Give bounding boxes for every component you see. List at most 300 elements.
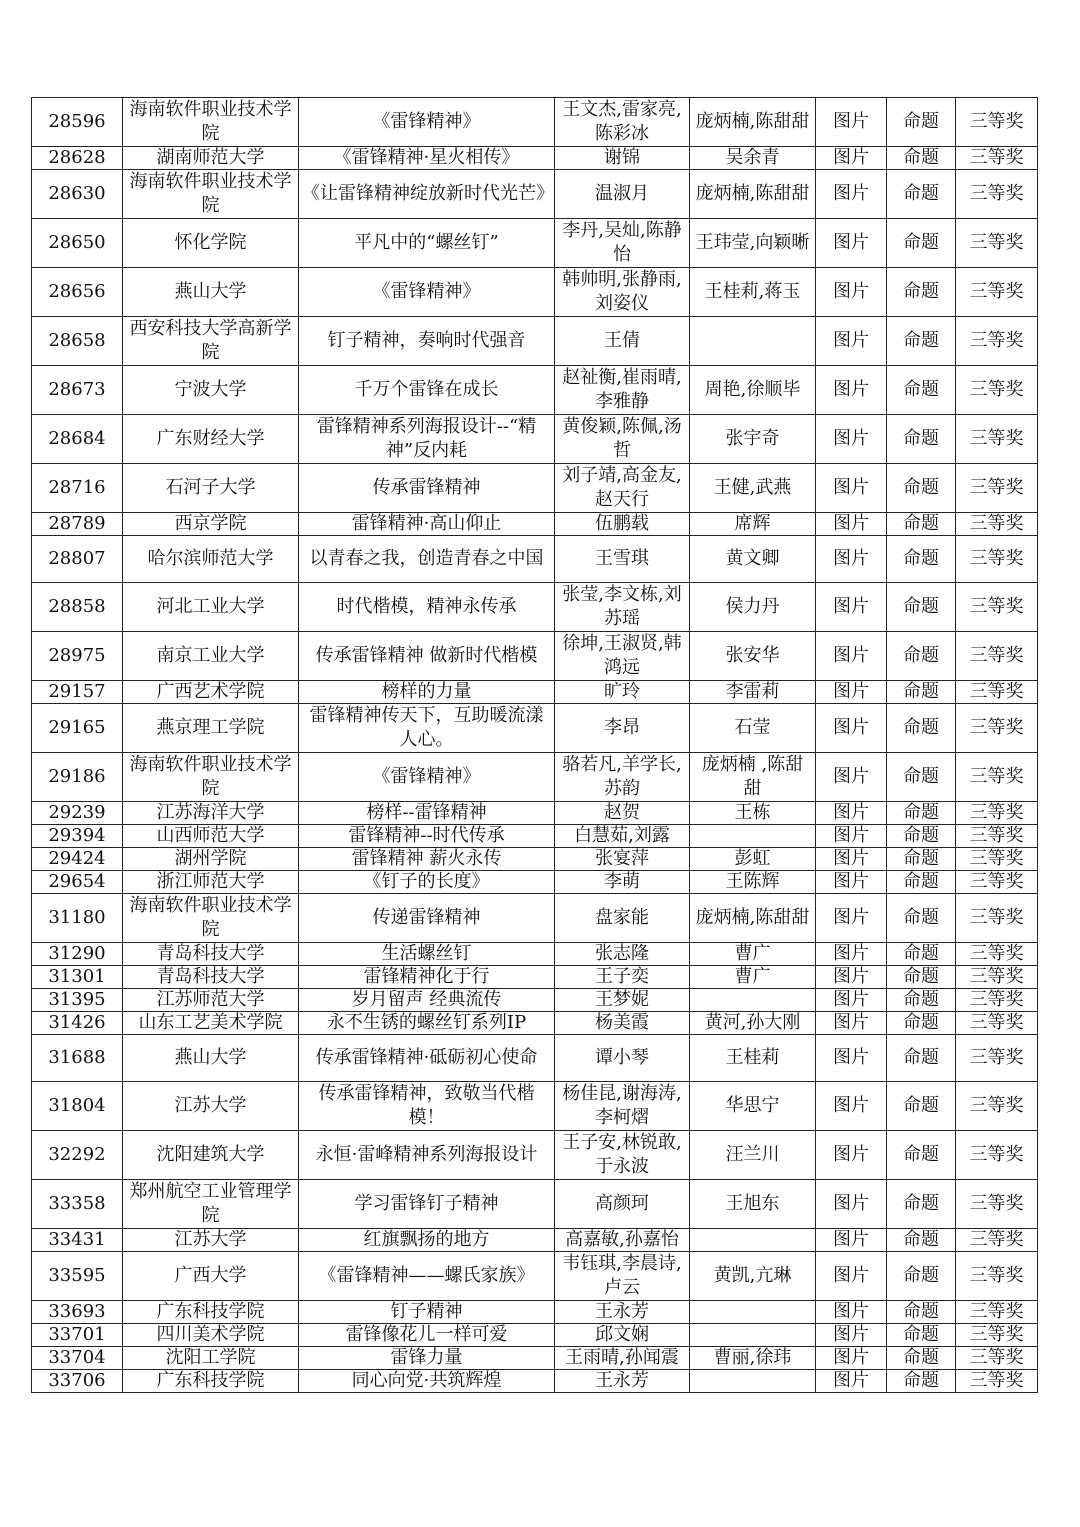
category-cell: 命题 bbox=[887, 1324, 956, 1347]
table-row bbox=[32, 1301, 1038, 1324]
advisors-cell: 张宇奇 bbox=[690, 415, 816, 464]
work-title-cell: 红旗飘扬的地方 bbox=[299, 1229, 555, 1252]
category-cell: 命题 bbox=[887, 219, 956, 268]
table-row bbox=[32, 268, 1038, 317]
award-cell: 三等奖 bbox=[956, 317, 1038, 366]
authors-cell: 张志隆 bbox=[555, 943, 690, 966]
table-row bbox=[32, 894, 1038, 943]
advisors-cell: 曹丽,徐玮 bbox=[690, 1347, 816, 1370]
work-type-cell: 图片 bbox=[816, 753, 887, 802]
authors-cell: 赵祉衡,崔雨晴,李雅静 bbox=[555, 366, 690, 415]
work-type-cell: 图片 bbox=[816, 1252, 887, 1301]
work-title-cell: 以青春之我，创造青春之中国 bbox=[299, 536, 555, 583]
work-type-cell: 图片 bbox=[816, 989, 887, 1012]
advisors-cell: 黄河,孙大刚 bbox=[690, 1012, 816, 1035]
work-type-cell: 图片 bbox=[816, 366, 887, 415]
award-table-body bbox=[32, 98, 1038, 1393]
work-type-cell: 图片 bbox=[816, 704, 887, 753]
entry-id-cell: 28789 bbox=[32, 513, 123, 536]
school-cell: 宁波大学 bbox=[123, 366, 299, 415]
work-title-cell: 《雷锋精神》 bbox=[299, 753, 555, 802]
award-cell: 三等奖 bbox=[956, 848, 1038, 871]
table-row bbox=[32, 513, 1038, 536]
advisors-cell: 黄文卿 bbox=[690, 536, 816, 583]
entry-id-cell: 33595 bbox=[32, 1252, 123, 1301]
award-cell: 三等奖 bbox=[956, 268, 1038, 317]
category-cell: 命题 bbox=[887, 1347, 956, 1370]
award-cell: 三等奖 bbox=[956, 366, 1038, 415]
work-title-cell: 同心向党·共筑辉煌 bbox=[299, 1370, 555, 1393]
entry-id-cell: 31426 bbox=[32, 1012, 123, 1035]
entry-id-cell: 33693 bbox=[32, 1301, 123, 1324]
category-cell: 命题 bbox=[887, 1035, 956, 1082]
work-title-cell: 钉子精神，奏响时代强音 bbox=[299, 317, 555, 366]
work-type-cell: 图片 bbox=[816, 415, 887, 464]
work-type-cell: 图片 bbox=[816, 802, 887, 825]
work-title-cell: 雷锋力量 bbox=[299, 1347, 555, 1370]
table-row bbox=[32, 1035, 1038, 1082]
work-title-cell: 雷锋精神 薪火永传 bbox=[299, 848, 555, 871]
authors-cell: 李昂 bbox=[555, 704, 690, 753]
entry-id-cell: 33431 bbox=[32, 1229, 123, 1252]
category-cell: 命题 bbox=[887, 513, 956, 536]
work-title-cell: 传承雷锋精神，致敬当代楷模！ bbox=[299, 1082, 555, 1131]
award-cell: 三等奖 bbox=[956, 632, 1038, 681]
award-cell: 三等奖 bbox=[956, 464, 1038, 513]
entry-id-cell: 29394 bbox=[32, 825, 123, 848]
work-type-cell: 图片 bbox=[816, 464, 887, 513]
category-cell: 命题 bbox=[887, 1131, 956, 1180]
table-row bbox=[32, 1180, 1038, 1229]
advisors-cell: 张安华 bbox=[690, 632, 816, 681]
award-cell: 三等奖 bbox=[956, 219, 1038, 268]
award-cell: 三等奖 bbox=[956, 681, 1038, 704]
award-cell: 三等奖 bbox=[956, 1252, 1038, 1301]
school-cell: 青岛科技大学 bbox=[123, 966, 299, 989]
school-cell: 青岛科技大学 bbox=[123, 943, 299, 966]
category-cell: 命题 bbox=[887, 825, 956, 848]
table-row bbox=[32, 170, 1038, 219]
work-title-cell: 学习雷锋钉子精神 bbox=[299, 1180, 555, 1229]
category-cell: 命题 bbox=[887, 1229, 956, 1252]
table-row bbox=[32, 1082, 1038, 1131]
award-cell: 三等奖 bbox=[956, 536, 1038, 583]
work-title-cell: 雷锋精神--时代传承 bbox=[299, 825, 555, 848]
advisors-cell: 汪兰川 bbox=[690, 1131, 816, 1180]
advisors-cell: 石莹 bbox=[690, 704, 816, 753]
work-type-cell: 图片 bbox=[816, 1035, 887, 1082]
category-cell: 命题 bbox=[887, 170, 956, 219]
table-row bbox=[32, 147, 1038, 170]
work-type-cell: 图片 bbox=[816, 219, 887, 268]
award-cell: 三等奖 bbox=[956, 1131, 1038, 1180]
table-row bbox=[32, 536, 1038, 583]
category-cell: 命题 bbox=[887, 989, 956, 1012]
school-cell: 湖州学院 bbox=[123, 848, 299, 871]
work-title-cell: 雷锋像花儿一样可爱 bbox=[299, 1324, 555, 1347]
entry-id-cell: 28630 bbox=[32, 170, 123, 219]
award-cell: 三等奖 bbox=[956, 825, 1038, 848]
award-table bbox=[31, 97, 1038, 1393]
award-cell: 三等奖 bbox=[956, 1035, 1038, 1082]
work-type-cell: 图片 bbox=[816, 1012, 887, 1035]
entry-id-cell: 29165 bbox=[32, 704, 123, 753]
work-title-cell: 传承雷锋精神 bbox=[299, 464, 555, 513]
advisors-cell bbox=[690, 1301, 816, 1324]
award-cell: 三等奖 bbox=[956, 1324, 1038, 1347]
entry-id-cell: 28684 bbox=[32, 415, 123, 464]
authors-cell: 王倩 bbox=[555, 317, 690, 366]
authors-cell: 张宴萍 bbox=[555, 848, 690, 871]
advisors-cell: 王桂莉 bbox=[690, 1035, 816, 1082]
authors-cell: 王永芳 bbox=[555, 1301, 690, 1324]
entry-id-cell: 28596 bbox=[32, 98, 123, 147]
advisors-cell: 彭虹 bbox=[690, 848, 816, 871]
authors-cell: 温淑月 bbox=[555, 170, 690, 219]
work-type-cell: 图片 bbox=[816, 871, 887, 894]
entry-id-cell: 31395 bbox=[32, 989, 123, 1012]
table-row bbox=[32, 989, 1038, 1012]
advisors-cell bbox=[690, 317, 816, 366]
work-title-cell: 《雷锋精神·星火相传》 bbox=[299, 147, 555, 170]
work-title-cell: 平凡中的“螺丝钉” bbox=[299, 219, 555, 268]
authors-cell: 王永芳 bbox=[555, 1370, 690, 1393]
authors-cell: 伍鹏载 bbox=[555, 513, 690, 536]
work-title-cell: 传递雷锋精神 bbox=[299, 894, 555, 943]
entry-id-cell: 31180 bbox=[32, 894, 123, 943]
school-cell: 南京工业大学 bbox=[123, 632, 299, 681]
work-title-cell: 雷锋精神传天下，互助暖流漾人心。 bbox=[299, 704, 555, 753]
school-cell: 石河子大学 bbox=[123, 464, 299, 513]
category-cell: 命题 bbox=[887, 1301, 956, 1324]
work-title-cell: 榜样的力量 bbox=[299, 681, 555, 704]
entry-id-cell: 28656 bbox=[32, 268, 123, 317]
entry-id-cell: 29186 bbox=[32, 753, 123, 802]
award-cell: 三等奖 bbox=[956, 1012, 1038, 1035]
authors-cell: 李丹,吴灿,陈静怡 bbox=[555, 219, 690, 268]
work-title-cell: 雷锋精神化于行 bbox=[299, 966, 555, 989]
authors-cell: 谭小琴 bbox=[555, 1035, 690, 1082]
table-row bbox=[32, 848, 1038, 871]
entry-id-cell: 28858 bbox=[32, 583, 123, 632]
work-title-cell: 岁月留声 经典流传 bbox=[299, 989, 555, 1012]
entry-id-cell: 33358 bbox=[32, 1180, 123, 1229]
table-row bbox=[32, 219, 1038, 268]
school-cell: 海南软件职业技术学院 bbox=[123, 894, 299, 943]
award-cell: 三等奖 bbox=[956, 170, 1038, 219]
work-title-cell: 永不生锈的螺丝钉系列IP bbox=[299, 1012, 555, 1035]
entry-id-cell: 28716 bbox=[32, 464, 123, 513]
table-row bbox=[32, 753, 1038, 802]
work-type-cell: 图片 bbox=[816, 1229, 887, 1252]
work-type-cell: 图片 bbox=[816, 583, 887, 632]
advisors-cell: 华思宁 bbox=[690, 1082, 816, 1131]
advisors-cell: 吴余青 bbox=[690, 147, 816, 170]
entry-id-cell: 28807 bbox=[32, 536, 123, 583]
table-row bbox=[32, 681, 1038, 704]
school-cell: 湖南师范大学 bbox=[123, 147, 299, 170]
category-cell: 命题 bbox=[887, 147, 956, 170]
school-cell: 广西大学 bbox=[123, 1252, 299, 1301]
school-cell: 沈阳工学院 bbox=[123, 1347, 299, 1370]
award-cell: 三等奖 bbox=[956, 943, 1038, 966]
table-row bbox=[32, 966, 1038, 989]
authors-cell: 杨美霞 bbox=[555, 1012, 690, 1035]
advisors-cell: 王玮莹,向颖晰 bbox=[690, 219, 816, 268]
advisors-cell bbox=[690, 825, 816, 848]
category-cell: 命题 bbox=[887, 1252, 956, 1301]
authors-cell: 李萌 bbox=[555, 871, 690, 894]
award-cell: 三等奖 bbox=[956, 871, 1038, 894]
award-cell: 三等奖 bbox=[956, 415, 1038, 464]
school-cell: 江苏海洋大学 bbox=[123, 802, 299, 825]
table-row bbox=[32, 802, 1038, 825]
work-type-cell: 图片 bbox=[816, 170, 887, 219]
category-cell: 命题 bbox=[887, 802, 956, 825]
entry-id-cell: 28975 bbox=[32, 632, 123, 681]
school-cell: 海南软件职业技术学院 bbox=[123, 753, 299, 802]
work-type-cell: 图片 bbox=[816, 894, 887, 943]
advisors-cell bbox=[690, 1370, 816, 1393]
entry-id-cell: 33706 bbox=[32, 1370, 123, 1393]
award-cell: 三等奖 bbox=[956, 753, 1038, 802]
school-cell: 山西师范大学 bbox=[123, 825, 299, 848]
school-cell: 哈尔滨师范大学 bbox=[123, 536, 299, 583]
work-type-cell: 图片 bbox=[816, 268, 887, 317]
work-title-cell: 时代楷模，精神永传承 bbox=[299, 583, 555, 632]
advisors-cell: 庞炳楠,陈甜甜 bbox=[690, 98, 816, 147]
school-cell: 江苏大学 bbox=[123, 1229, 299, 1252]
advisors-cell: 王旭东 bbox=[690, 1180, 816, 1229]
award-cell: 三等奖 bbox=[956, 704, 1038, 753]
advisors-cell: 庞炳楠 ,陈甜甜 bbox=[690, 753, 816, 802]
authors-cell: 赵贺 bbox=[555, 802, 690, 825]
authors-cell: 骆若凡,羊学长,苏韵 bbox=[555, 753, 690, 802]
authors-cell: 邱文娴 bbox=[555, 1324, 690, 1347]
category-cell: 命题 bbox=[887, 1082, 956, 1131]
entry-id-cell: 29239 bbox=[32, 802, 123, 825]
work-title-cell: 《雷锋精神》 bbox=[299, 98, 555, 147]
table-row bbox=[32, 632, 1038, 681]
category-cell: 命题 bbox=[887, 704, 956, 753]
table-row bbox=[32, 1370, 1038, 1393]
advisors-cell: 庞炳楠,陈甜甜 bbox=[690, 894, 816, 943]
school-cell: 山东工艺美术学院 bbox=[123, 1012, 299, 1035]
school-cell: 浙江师范大学 bbox=[123, 871, 299, 894]
category-cell: 命题 bbox=[887, 848, 956, 871]
entry-id-cell: 28673 bbox=[32, 366, 123, 415]
advisors-cell bbox=[690, 1324, 816, 1347]
school-cell: 燕山大学 bbox=[123, 1035, 299, 1082]
authors-cell: 谢锦 bbox=[555, 147, 690, 170]
authors-cell: 王子奕 bbox=[555, 966, 690, 989]
category-cell: 命题 bbox=[887, 871, 956, 894]
work-type-cell: 图片 bbox=[816, 1324, 887, 1347]
work-title-cell: 传承雷锋精神·砥砺初心使命 bbox=[299, 1035, 555, 1082]
entry-id-cell: 32292 bbox=[32, 1131, 123, 1180]
authors-cell: 王雪琪 bbox=[555, 536, 690, 583]
table-row bbox=[32, 415, 1038, 464]
entry-id-cell: 28628 bbox=[32, 147, 123, 170]
school-cell: 江苏师范大学 bbox=[123, 989, 299, 1012]
school-cell: 海南软件职业技术学院 bbox=[123, 98, 299, 147]
table-row bbox=[32, 1347, 1038, 1370]
table-row bbox=[32, 1324, 1038, 1347]
category-cell: 命题 bbox=[887, 632, 956, 681]
award-cell: 三等奖 bbox=[956, 894, 1038, 943]
school-cell: 西京学院 bbox=[123, 513, 299, 536]
advisors-cell: 曹广 bbox=[690, 943, 816, 966]
table-row bbox=[32, 1012, 1038, 1035]
table-row bbox=[32, 464, 1038, 513]
school-cell: 广东科技学院 bbox=[123, 1301, 299, 1324]
authors-cell: 高颜珂 bbox=[555, 1180, 690, 1229]
category-cell: 命题 bbox=[887, 1012, 956, 1035]
category-cell: 命题 bbox=[887, 681, 956, 704]
entry-id-cell: 28650 bbox=[32, 219, 123, 268]
school-cell: 燕京理工学院 bbox=[123, 704, 299, 753]
authors-cell: 王梦妮 bbox=[555, 989, 690, 1012]
entry-id-cell: 33701 bbox=[32, 1324, 123, 1347]
school-cell: 广东科技学院 bbox=[123, 1370, 299, 1393]
work-type-cell: 图片 bbox=[816, 513, 887, 536]
entry-id-cell: 31301 bbox=[32, 966, 123, 989]
school-cell: 沈阳建筑大学 bbox=[123, 1131, 299, 1180]
award-cell: 三等奖 bbox=[956, 966, 1038, 989]
advisors-cell: 李雷莉 bbox=[690, 681, 816, 704]
category-cell: 命题 bbox=[887, 753, 956, 802]
entry-id-cell: 29654 bbox=[32, 871, 123, 894]
award-cell: 三等奖 bbox=[956, 1180, 1038, 1229]
school-cell: 西安科技大学高新学院 bbox=[123, 317, 299, 366]
advisors-cell: 黄凯,亢琳 bbox=[690, 1252, 816, 1301]
award-cell: 三等奖 bbox=[956, 1229, 1038, 1252]
authors-cell: 白慧茹,刘露 bbox=[555, 825, 690, 848]
school-cell: 广西艺术学院 bbox=[123, 681, 299, 704]
work-type-cell: 图片 bbox=[816, 147, 887, 170]
entry-id-cell: 33704 bbox=[32, 1347, 123, 1370]
table-row bbox=[32, 704, 1038, 753]
table-row bbox=[32, 1131, 1038, 1180]
authors-cell: 王子安,林锐敢,于永波 bbox=[555, 1131, 690, 1180]
award-cell: 三等奖 bbox=[956, 1082, 1038, 1131]
table-row bbox=[32, 98, 1038, 147]
entry-id-cell: 31804 bbox=[32, 1082, 123, 1131]
work-title-cell: 雷锋精神·高山仰止 bbox=[299, 513, 555, 536]
work-type-cell: 图片 bbox=[816, 1082, 887, 1131]
authors-cell: 黄俊颖,陈佩,汤哲 bbox=[555, 415, 690, 464]
work-title-cell: 千万个雷锋在成长 bbox=[299, 366, 555, 415]
category-cell: 命题 bbox=[887, 966, 956, 989]
work-type-cell: 图片 bbox=[816, 681, 887, 704]
advisors-cell: 王陈辉 bbox=[690, 871, 816, 894]
award-cell: 三等奖 bbox=[956, 513, 1038, 536]
work-type-cell: 图片 bbox=[816, 943, 887, 966]
advisors-cell: 王桂莉,蒋玉 bbox=[690, 268, 816, 317]
category-cell: 命题 bbox=[887, 268, 956, 317]
category-cell: 命题 bbox=[887, 1370, 956, 1393]
work-type-cell: 图片 bbox=[816, 317, 887, 366]
table-row bbox=[32, 943, 1038, 966]
work-type-cell: 图片 bbox=[816, 1347, 887, 1370]
authors-cell: 旷玲 bbox=[555, 681, 690, 704]
work-type-cell: 图片 bbox=[816, 632, 887, 681]
authors-cell: 徐坤,王淑贤,韩鸿远 bbox=[555, 632, 690, 681]
authors-cell: 韩帅明,张静雨,刘姿仪 bbox=[555, 268, 690, 317]
award-cell: 三等奖 bbox=[956, 147, 1038, 170]
school-cell: 郑州航空工业管理学院 bbox=[123, 1180, 299, 1229]
school-cell: 广东财经大学 bbox=[123, 415, 299, 464]
entry-id-cell: 31290 bbox=[32, 943, 123, 966]
advisors-cell: 王健,武燕 bbox=[690, 464, 816, 513]
advisors-cell: 周艳,徐顺毕 bbox=[690, 366, 816, 415]
category-cell: 命题 bbox=[887, 943, 956, 966]
work-title-cell: 传承雷锋精神 做新时代楷模 bbox=[299, 632, 555, 681]
entry-id-cell: 28658 bbox=[32, 317, 123, 366]
work-type-cell: 图片 bbox=[816, 1370, 887, 1393]
category-cell: 命题 bbox=[887, 317, 956, 366]
category-cell: 命题 bbox=[887, 366, 956, 415]
award-cell: 三等奖 bbox=[956, 1370, 1038, 1393]
school-cell: 怀化学院 bbox=[123, 219, 299, 268]
work-type-cell: 图片 bbox=[816, 1301, 887, 1324]
work-type-cell: 图片 bbox=[816, 98, 887, 147]
work-title-cell: 《让雷锋精神绽放新时代光芒》 bbox=[299, 170, 555, 219]
work-type-cell: 图片 bbox=[816, 536, 887, 583]
work-title-cell: 《钉子的长度》 bbox=[299, 871, 555, 894]
advisors-cell bbox=[690, 1229, 816, 1252]
authors-cell: 杨佳昆,谢海涛,李柯熠 bbox=[555, 1082, 690, 1131]
school-cell: 海南软件职业技术学院 bbox=[123, 170, 299, 219]
category-cell: 命题 bbox=[887, 415, 956, 464]
category-cell: 命题 bbox=[887, 98, 956, 147]
category-cell: 命题 bbox=[887, 1180, 956, 1229]
work-type-cell: 图片 bbox=[816, 966, 887, 989]
authors-cell: 刘子靖,高金友,赵天行 bbox=[555, 464, 690, 513]
work-type-cell: 图片 bbox=[816, 1131, 887, 1180]
category-cell: 命题 bbox=[887, 464, 956, 513]
table-row bbox=[32, 871, 1038, 894]
work-title-cell: 《雷锋精神——螺氏家族》 bbox=[299, 1252, 555, 1301]
work-title-cell: 《雷锋精神》 bbox=[299, 268, 555, 317]
work-title-cell: 生活螺丝钉 bbox=[299, 943, 555, 966]
authors-cell: 张莹,李文栋,刘苏瑶 bbox=[555, 583, 690, 632]
authors-cell: 韦钰琪,李晨诗,卢云 bbox=[555, 1252, 690, 1301]
work-title-cell: 永恒·雷峰精神系列海报设计 bbox=[299, 1131, 555, 1180]
advisors-cell: 席辉 bbox=[690, 513, 816, 536]
advisors-cell: 王栋 bbox=[690, 802, 816, 825]
table-row bbox=[32, 317, 1038, 366]
advisors-cell: 曹广 bbox=[690, 966, 816, 989]
authors-cell: 盘家能 bbox=[555, 894, 690, 943]
work-title-cell: 榜样--雷锋精神 bbox=[299, 802, 555, 825]
entry-id-cell: 31688 bbox=[32, 1035, 123, 1082]
category-cell: 命题 bbox=[887, 894, 956, 943]
award-cell: 三等奖 bbox=[956, 989, 1038, 1012]
award-cell: 三等奖 bbox=[956, 1347, 1038, 1370]
award-list-sheet bbox=[31, 97, 1037, 1393]
table-row bbox=[32, 825, 1038, 848]
advisors-cell: 庞炳楠,陈甜甜 bbox=[690, 170, 816, 219]
category-cell: 命题 bbox=[887, 583, 956, 632]
school-cell: 江苏大学 bbox=[123, 1082, 299, 1131]
advisors-cell: 侯力丹 bbox=[690, 583, 816, 632]
work-title-cell: 雷锋精神系列海报设计--“精神”反内耗 bbox=[299, 415, 555, 464]
school-cell: 燕山大学 bbox=[123, 268, 299, 317]
award-cell: 三等奖 bbox=[956, 802, 1038, 825]
work-type-cell: 图片 bbox=[816, 848, 887, 871]
entry-id-cell: 29424 bbox=[32, 848, 123, 871]
